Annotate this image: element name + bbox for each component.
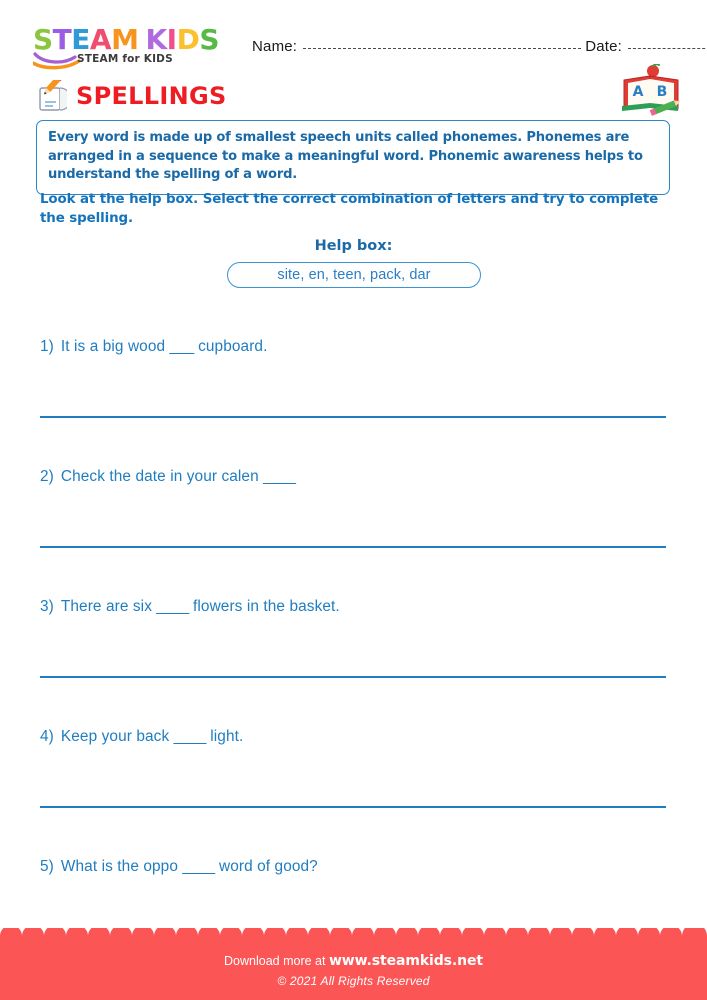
logo-letter-d: D (176, 23, 200, 56)
question-number: 3) (40, 598, 54, 615)
question-item (0, 728, 707, 858)
question-item (0, 468, 707, 598)
answer-line[interactable] (40, 416, 666, 418)
question-number: 1) (40, 338, 54, 355)
logo-letter-s1: S (33, 23, 53, 56)
answer-line[interactable] (40, 546, 666, 548)
question-text (40, 468, 295, 486)
answer-line[interactable] (40, 676, 666, 678)
question-blank[interactable]: ____ (173, 728, 206, 745)
date-input-line[interactable] (628, 48, 707, 49)
answer-line[interactable] (40, 806, 666, 808)
question-before: It is a big wood (60, 338, 170, 355)
help-box-words: site, en, teen, pack, dar (277, 267, 431, 283)
logo-swoosh (33, 52, 233, 68)
pencil-paper-icon (33, 80, 67, 112)
footer-copyright: © 2021 All Rights Reserved (277, 974, 430, 988)
question-before: What is the oppo (60, 858, 183, 875)
page-footer (0, 928, 707, 1000)
definition-box (36, 120, 670, 195)
question-blank[interactable]: ___ (169, 338, 194, 355)
abc-book-icon (620, 64, 682, 116)
name-date-row (252, 38, 707, 55)
date-label: Date: (585, 38, 623, 55)
footer-download-prefix: Download more at (224, 954, 329, 968)
question-after: cupboard. (193, 338, 268, 355)
definition-text: Every word is made up of smallest speech units called phonemes. Phonemes are arranged in a sequence to make a meaningful word. Phonemic awareness helps to understand the spelling of a word. (48, 130, 643, 183)
abc-letter-a: A (632, 84, 644, 100)
question-item (0, 338, 707, 468)
help-box (227, 262, 481, 288)
question-after: light. (205, 728, 244, 745)
instruction-text: Look at the help box. Select the correct combination of letters and try to complete the spelling. (40, 192, 659, 227)
name-label: Name: (252, 38, 298, 55)
logo-letter-e: E (71, 23, 90, 56)
logo-letter-m: M (111, 23, 139, 56)
question-list (0, 338, 707, 988)
logo-letter-i: I (166, 23, 177, 56)
footer-download-line (0, 953, 707, 969)
worksheet-title-row (33, 80, 227, 112)
question-text (40, 858, 318, 876)
question-number: 5) (40, 858, 54, 875)
question-blank[interactable]: ____ (156, 598, 189, 615)
logo-tagline: STEAM for KIDS (77, 53, 173, 65)
question-after: flowers in the basket. (188, 598, 340, 615)
steamkids-logo (33, 23, 233, 68)
name-input-line[interactable] (303, 48, 581, 49)
question-blank[interactable]: ____ (263, 468, 296, 485)
question-text (40, 598, 340, 616)
help-box-title: Help box: (314, 238, 393, 254)
question-item (0, 598, 707, 728)
footer-site-link[interactable]: www.steamkids.net (328, 953, 483, 969)
logo-letter-k: K (145, 23, 167, 56)
question-text (40, 728, 243, 746)
question-text (40, 338, 267, 356)
question-after: word of good? (214, 858, 318, 875)
question-before: Keep your back (60, 728, 174, 745)
logo-letter-t: T (52, 23, 72, 56)
logo-letter-a: A (89, 23, 112, 56)
question-number: 4) (40, 728, 54, 745)
logo-wordmark (33, 23, 233, 56)
abc-letter-b: B (656, 84, 668, 100)
question-before: There are six (60, 598, 157, 615)
footer-body (0, 940, 707, 1000)
question-number: 2) (40, 468, 54, 485)
question-blank[interactable]: ____ (182, 858, 215, 875)
page-header (0, 0, 707, 75)
logo-letter-s2: S (199, 23, 220, 56)
page-title: SPELLINGS (76, 82, 227, 110)
question-before: Check the date in your calen (60, 468, 264, 485)
